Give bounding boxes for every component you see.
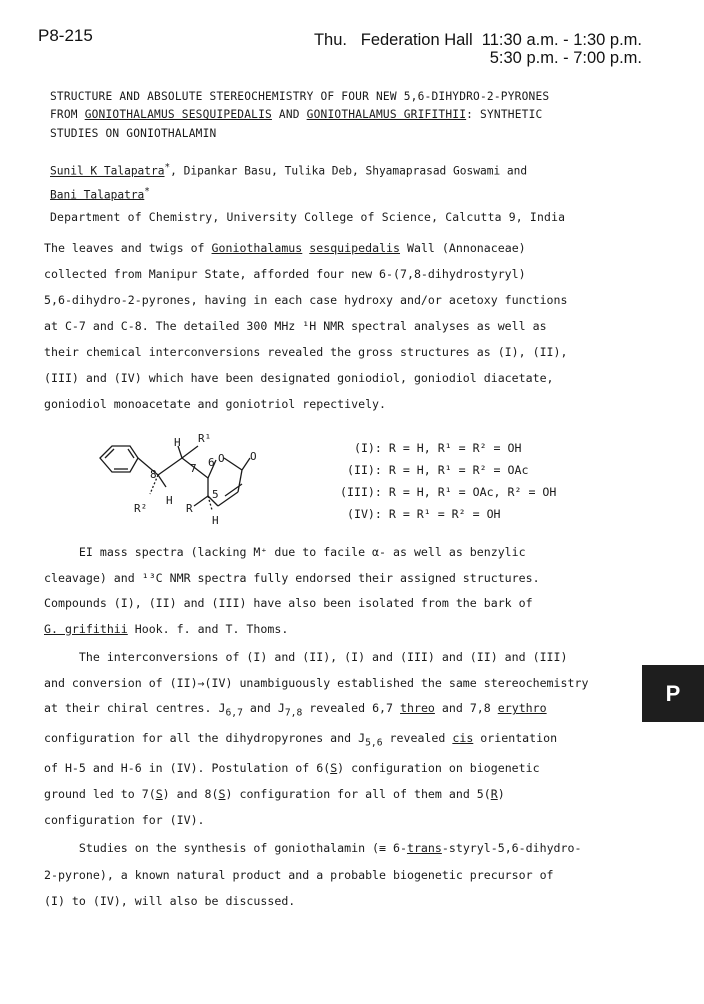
session-time-1: 11:30 a.m. - 1:30 p.m.: [481, 31, 642, 49]
title-line-2: FROM GONIOTHALAMUS SESQUIPEDALIS AND GONIOTHALAMUS GRIFITHII: SYNTHETIC: [50, 108, 543, 121]
label-r2: R²: [134, 502, 148, 515]
session-day: Thu.: [313, 31, 347, 49]
benzene-ring: [100, 446, 138, 472]
chemical-structure: [90, 432, 330, 532]
paragraph-2: EI mass spectra (lacking M⁺ due to facile α- as well as benzylic cleavage) and ¹³C NMR spectra fully endorsed their assigned structures. Compounds (I), (II) and (III) have also been isolated from the bark of G. grifithii Hook. f. and T. Thoms.: [44, 545, 540, 636]
abstract-code: P8-215: [38, 26, 93, 45]
label-c5: 5: [212, 488, 219, 501]
label-h-c5: H: [212, 514, 219, 527]
paragraph-1: The leaves and twigs of Goniothalamus sesquipedalis Wall (Annonaceae) collected from Manipur State, afforded four new 6-(7,8-dihydrostyryl) 5,6-dihydro-2-pyrones, having in each case hydroxy and/or acetoxy functions at C-7 and C-8. The detailed 300 MHz ¹H NMR spectral analyses as well as their chemical interconversions revealed the gross structures as (I), (II), (III) and (IV) which have been designated goniodiol, goniodiol diacetate, goniodiol monoacetate and goniotriol repectively.: [44, 241, 568, 411]
affiliation: Department of Chemistry, University College of Science, Calcutta 9, India: [50, 210, 566, 224]
rtable-row-1: (I): R = H, R¹ = R² = OH: [340, 441, 522, 455]
rtable-row-3: (III): R = H, R¹ = OAc, R² = OH: [340, 485, 557, 499]
label-ring-oxygen: O: [218, 452, 225, 465]
label-r1: R¹: [198, 432, 212, 445]
session-time-2: 5:30 p.m. - 7:00 p.m.: [489, 49, 642, 67]
authors: Sunil K Talapatra*, Dipankar Basu, Tulika Deb, Shyamaprasad Goswami and Bani Talapatra*: [50, 162, 528, 202]
label-c6: 6: [208, 456, 215, 469]
label-carbonyl-oxygen: O: [250, 450, 257, 463]
title-line-1: STRUCTURE AND ABSOLUTE STEREOCHEMISTRY OF FOUR NEW 5,6-DIHYDRO-2-PYRONES: [50, 90, 550, 103]
author-presenting: Sunil K Talapatra: [50, 164, 165, 178]
label-c8: 8: [150, 468, 157, 481]
session-venue: Federation Hall: [360, 31, 473, 49]
author-corresponding: Bani Talapatra: [50, 188, 145, 202]
paragraph-4: Studies on the synthesis of goniothalamin (≡ 6-trans-styryl-5,6-dihydro- 2-pyrone), a known natural product and a probable biogenetic precursor of (I) to (IV), will also be discussed.: [44, 841, 582, 908]
label-c7: 7: [190, 462, 197, 475]
label-r-c5: R: [186, 502, 193, 515]
paragraph-3: The interconversions of (I) and (II), (I) and (III) and (II) and (III) and conversion of (II)→(IV) unambiguously established the same stereochemistry at their chiral centres. $J_{6,7}$ and $J_{7,8}$ revealed 6,7 threo and 7,8 erythro configuration for all the dihydropyrones and $J_{5,6}$ revealed cis orientation of H-5 and H-6 in (IV). Postulation of 6(S) configuration on biogenetic ground led to 7(S) and 8(S) configuration for all of them and 5(R) configuration for (IV).: [44, 650, 589, 827]
rtable-row-4: (IV): R = R¹ = R² = OH: [340, 507, 501, 521]
species-name-1: GONIOTHALAMUS SESQUIPEDALIS: [84, 108, 272, 121]
label-h-top: H: [174, 436, 181, 449]
section-tab-p: P: [642, 665, 704, 722]
label-h-c8: H: [166, 494, 173, 507]
session-schedule: [314, 31, 642, 67]
substituent-table: [340, 437, 556, 525]
rtable-row-2: (II): R = H, R¹ = R² = OAc: [340, 463, 529, 477]
title-line-3: STUDIES ON GONIOTHALAMIN: [50, 127, 217, 140]
species-name-2: GONIOTHALAMUS GRIFITHII: [306, 108, 467, 121]
